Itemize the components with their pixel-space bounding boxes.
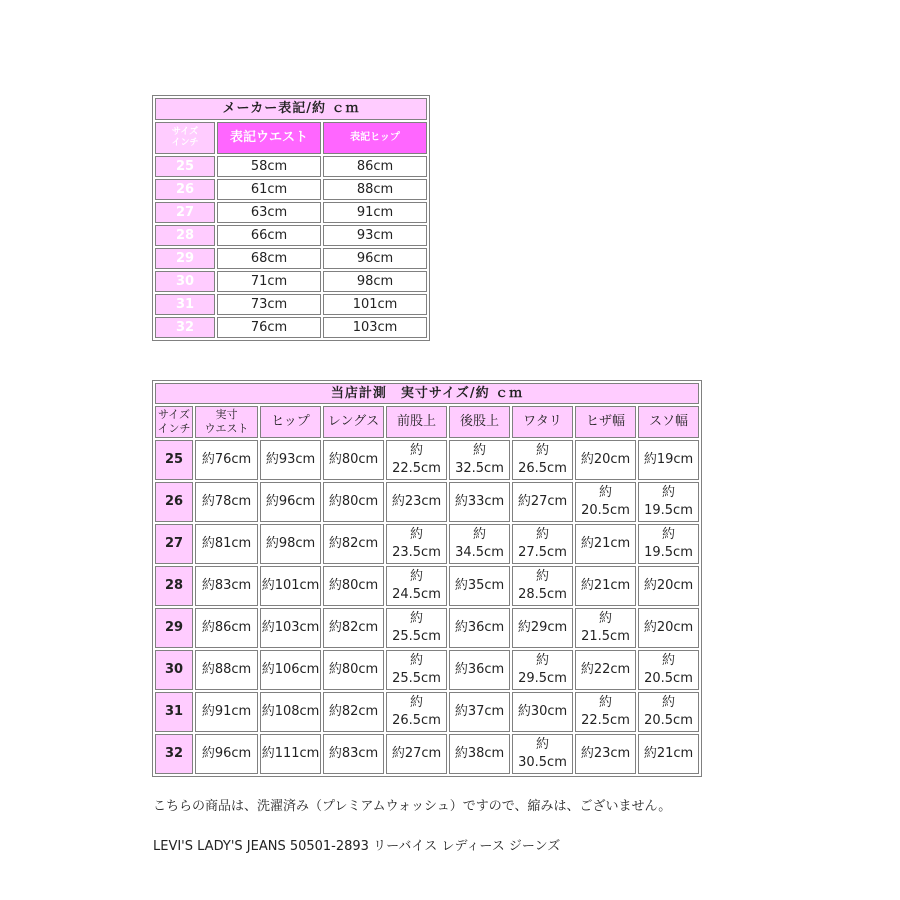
shop-cell-text: 約20cm — [643, 620, 694, 635]
shop-cell-text: 約 — [598, 611, 612, 626]
shop-cell-text: 約80cm — [328, 452, 379, 467]
shop-table-row — [155, 692, 699, 732]
shop-cell-text: 28.5cm — [518, 587, 567, 602]
shop-hem-cell — [638, 734, 699, 774]
shop-cell-text: 約111cm — [261, 746, 320, 761]
shop-cell-text: 約27cm — [391, 746, 442, 761]
shop-hem-cell — [638, 566, 699, 606]
shop-size-cell: 28 — [155, 566, 193, 606]
shop-front-rise-cell — [386, 692, 447, 732]
shop-cell-text: 20.5cm — [581, 503, 630, 518]
maker-table-row — [155, 179, 427, 200]
shop-cell-text: 約 — [409, 569, 423, 584]
shop-table-row — [155, 566, 699, 606]
shop-cell-text: 約23cm — [580, 746, 631, 761]
shop-thigh-cell — [512, 692, 573, 732]
shop-length-cell — [323, 608, 384, 648]
shop-thigh-cell — [512, 608, 573, 648]
maker-waist-cell: 66cm — [217, 225, 321, 246]
shop-waist-cell — [195, 692, 258, 732]
shop-thigh-cell — [512, 650, 573, 690]
maker-size-cell: 25 — [155, 156, 215, 177]
maker-waist-cell: 63cm — [217, 202, 321, 223]
maker-header-size-line2: インチ — [171, 138, 199, 148]
shop-header-waist — [195, 406, 258, 438]
shop-cell-text: 約 — [661, 695, 675, 710]
shop-hip-cell — [260, 734, 321, 774]
shop-cell-text: 約21cm — [580, 578, 631, 593]
maker-size-cell: 26 — [155, 179, 215, 200]
shop-hip-cell — [260, 440, 321, 480]
shop-cell-text: 約21cm — [643, 746, 694, 761]
shop-cell-text: 約 — [472, 527, 486, 542]
shop-cell-text: 約82cm — [328, 536, 379, 551]
shop-front-rise-cell — [386, 482, 447, 522]
maker-waist-cell: 58cm — [217, 156, 321, 177]
shop-front-rise-cell — [386, 734, 447, 774]
product-name: LEVI'S LADY'S JEANS 50501-2893 リーバイス レディース ジーンズ — [153, 839, 561, 854]
shop-back-rise-cell — [449, 734, 510, 774]
shop-length-cell — [323, 482, 384, 522]
shop-hem-cell — [638, 524, 699, 564]
maker-hip-cell: 98cm — [323, 271, 427, 292]
shop-back-rise-cell — [449, 524, 510, 564]
shop-hem-cell — [638, 440, 699, 480]
shop-cell-text: 約23cm — [391, 494, 442, 509]
shop-waist-cell — [195, 524, 258, 564]
shop-header-thigh: ワタリ — [512, 406, 573, 438]
wash-note: こちらの商品は、洗濯済み（プレミアムウォッシュ）ですので、縮みは、ございません。 — [153, 799, 672, 814]
shop-header-front-rise: 前股上 — [386, 406, 447, 438]
shop-knee-cell — [575, 734, 636, 774]
shop-cell-text: 約20cm — [580, 452, 631, 467]
shop-cell-text: 19.5cm — [644, 503, 693, 518]
shop-hem-cell — [638, 650, 699, 690]
shop-cell-text: 約 — [409, 443, 423, 458]
shop-cell-text: 約86cm — [201, 620, 252, 635]
shop-cell-text: 30.5cm — [518, 755, 567, 770]
shop-header-size-line1: サイズ — [157, 408, 191, 421]
shop-cell-text: 約106cm — [261, 662, 320, 677]
shop-cell-text: 22.5cm — [392, 461, 441, 476]
maker-table-row — [155, 317, 427, 338]
shop-cell-text: 32.5cm — [455, 461, 504, 476]
shop-cell-text: 約 — [535, 653, 549, 668]
shop-cell-text: 約36cm — [454, 620, 505, 635]
shop-table-row — [155, 608, 699, 648]
shop-table-row — [155, 524, 699, 564]
maker-header-size-line1: サイズ — [171, 127, 199, 137]
shop-cell-text: 約81cm — [201, 536, 252, 551]
shop-header-waist-line2: ウエスト — [204, 422, 249, 435]
shop-cell-text: 約91cm — [201, 704, 252, 719]
shop-cell-text: 約80cm — [328, 578, 379, 593]
maker-table-row — [155, 225, 427, 246]
shop-front-rise-cell — [386, 608, 447, 648]
shop-cell-text: 約37cm — [454, 704, 505, 719]
shop-cell-text: 約33cm — [454, 494, 505, 509]
shop-cell-text: 22.5cm — [581, 713, 630, 728]
maker-size-cell: 30 — [155, 271, 215, 292]
shop-cell-text: 約36cm — [454, 662, 505, 677]
shop-table-title: 当店計測 実寸サイズ/約 ｃｍ — [155, 383, 699, 404]
shop-cell-text: 約 — [409, 653, 423, 668]
shop-hip-cell — [260, 650, 321, 690]
shop-cell-text: 21.5cm — [581, 629, 630, 644]
shop-cell-text: 34.5cm — [455, 545, 504, 560]
shop-back-rise-cell — [449, 692, 510, 732]
shop-size-cell: 26 — [155, 482, 193, 522]
shop-length-cell — [323, 440, 384, 480]
maker-size-cell: 29 — [155, 248, 215, 269]
shop-cell-text: 約88cm — [201, 662, 252, 677]
maker-waist-cell: 73cm — [217, 294, 321, 315]
shop-knee-cell — [575, 524, 636, 564]
shop-length-cell — [323, 692, 384, 732]
shop-thigh-cell — [512, 734, 573, 774]
maker-size-cell: 31 — [155, 294, 215, 315]
shop-cell-text: 約96cm — [265, 494, 316, 509]
shop-back-rise-cell — [449, 608, 510, 648]
shop-cell-text: 約35cm — [454, 578, 505, 593]
shop-cell-text: 29.5cm — [518, 671, 567, 686]
shop-cell-text: 25.5cm — [392, 671, 441, 686]
shop-size-cell: 30 — [155, 650, 193, 690]
maker-table-row — [155, 271, 427, 292]
shop-cell-text: 約22cm — [580, 662, 631, 677]
shop-cell-text: 約108cm — [261, 704, 320, 719]
maker-hip-cell: 91cm — [323, 202, 427, 223]
shop-cell-text: 約82cm — [328, 620, 379, 635]
shop-header-waist-line1: 実寸 — [215, 408, 238, 421]
shop-header-length: レングス — [323, 406, 384, 438]
maker-table-row — [155, 202, 427, 223]
shop-knee-cell — [575, 650, 636, 690]
shop-cell-text: 約 — [535, 737, 549, 752]
shop-cell-text: 約 — [535, 569, 549, 584]
shop-cell-text: 約 — [409, 695, 423, 710]
shop-size-cell: 27 — [155, 524, 193, 564]
shop-cell-text: 約19cm — [643, 452, 694, 467]
shop-hip-cell — [260, 482, 321, 522]
shop-cell-text: 約27cm — [517, 494, 568, 509]
shop-header-hem: スソ幅 — [638, 406, 699, 438]
shop-cell-text: 約96cm — [201, 746, 252, 761]
shop-cell-text: 約101cm — [261, 578, 320, 593]
shop-size-cell: 25 — [155, 440, 193, 480]
shop-cell-text: 約83cm — [328, 746, 379, 761]
shop-cell-text: 約82cm — [328, 704, 379, 719]
maker-hip-cell: 103cm — [323, 317, 427, 338]
shop-thigh-cell — [512, 566, 573, 606]
shop-cell-text: 約29cm — [517, 620, 568, 635]
maker-hip-cell: 93cm — [323, 225, 427, 246]
shop-thigh-cell — [512, 482, 573, 522]
shop-cell-text: 24.5cm — [392, 587, 441, 602]
maker-hip-cell: 101cm — [323, 294, 427, 315]
shop-cell-text: 約30cm — [517, 704, 568, 719]
shop-waist-cell — [195, 734, 258, 774]
shop-knee-cell — [575, 566, 636, 606]
shop-thigh-cell — [512, 524, 573, 564]
shop-cell-text: 27.5cm — [518, 545, 567, 560]
shop-cell-text: 約103cm — [261, 620, 320, 635]
maker-hip-cell: 96cm — [323, 248, 427, 269]
shop-cell-text: 25.5cm — [392, 629, 441, 644]
maker-size-cell: 27 — [155, 202, 215, 223]
shop-cell-text: 約78cm — [201, 494, 252, 509]
shop-back-rise-cell — [449, 482, 510, 522]
shop-waist-cell — [195, 650, 258, 690]
maker-header-hip: 表記ヒップ — [323, 122, 427, 154]
shop-cell-text: 約 — [409, 611, 423, 626]
maker-size-table — [152, 95, 430, 341]
shop-hem-cell — [638, 608, 699, 648]
shop-length-cell — [323, 650, 384, 690]
shop-size-cell: 29 — [155, 608, 193, 648]
maker-table-title: メーカー表記/約 ｃｍ — [155, 98, 427, 120]
shop-knee-cell — [575, 608, 636, 648]
maker-header-size — [155, 122, 215, 154]
shop-cell-text: 26.5cm — [392, 713, 441, 728]
shop-cell-text: 約83cm — [201, 578, 252, 593]
shop-cell-text: 約 — [661, 485, 675, 500]
shop-measurement-table — [152, 380, 702, 777]
shop-cell-text: 20.5cm — [644, 671, 693, 686]
shop-hip-cell — [260, 566, 321, 606]
shop-header-size — [155, 406, 193, 438]
shop-size-cell: 32 — [155, 734, 193, 774]
shop-cell-text: 約 — [661, 653, 675, 668]
shop-cell-text: 約20cm — [643, 578, 694, 593]
maker-size-cell: 32 — [155, 317, 215, 338]
shop-waist-cell — [195, 608, 258, 648]
shop-cell-text: 約 — [472, 443, 486, 458]
shop-cell-text: 20.5cm — [644, 713, 693, 728]
shop-thigh-cell — [512, 440, 573, 480]
shop-front-rise-cell — [386, 566, 447, 606]
shop-knee-cell — [575, 482, 636, 522]
maker-table-row — [155, 294, 427, 315]
maker-hip-cell: 86cm — [323, 156, 427, 177]
shop-hip-cell — [260, 524, 321, 564]
shop-knee-cell — [575, 692, 636, 732]
shop-front-rise-cell — [386, 524, 447, 564]
shop-header-back-rise: 後股上 — [449, 406, 510, 438]
shop-waist-cell — [195, 440, 258, 480]
shop-header-size-line2: インチ — [157, 422, 191, 435]
shop-cell-text: 約98cm — [265, 536, 316, 551]
shop-waist-cell — [195, 482, 258, 522]
maker-table-row — [155, 248, 427, 269]
shop-front-rise-cell — [386, 650, 447, 690]
shop-length-cell — [323, 566, 384, 606]
shop-back-rise-cell — [449, 566, 510, 606]
maker-size-cell: 28 — [155, 225, 215, 246]
shop-waist-cell — [195, 566, 258, 606]
shop-back-rise-cell — [449, 440, 510, 480]
shop-cell-text: 約 — [535, 443, 549, 458]
shop-cell-text: 約 — [661, 527, 675, 542]
shop-cell-text: 約76cm — [201, 452, 252, 467]
shop-cell-text: 約80cm — [328, 494, 379, 509]
shop-cell-text: 23.5cm — [392, 545, 441, 560]
shop-cell-text: 約21cm — [580, 536, 631, 551]
shop-hem-cell — [638, 692, 699, 732]
shop-hip-cell — [260, 692, 321, 732]
maker-table-row — [155, 156, 427, 177]
shop-cell-text: 約93cm — [265, 452, 316, 467]
shop-cell-text: 約 — [598, 485, 612, 500]
shop-header-hip: ヒップ — [260, 406, 321, 438]
shop-hem-cell — [638, 482, 699, 522]
shop-header-knee: ヒザ幅 — [575, 406, 636, 438]
shop-hip-cell — [260, 608, 321, 648]
shop-cell-text: 約80cm — [328, 662, 379, 677]
shop-length-cell — [323, 524, 384, 564]
shop-table-row — [155, 440, 699, 480]
maker-waist-cell: 71cm — [217, 271, 321, 292]
shop-table-row — [155, 650, 699, 690]
shop-table-row — [155, 482, 699, 522]
shop-size-cell: 31 — [155, 692, 193, 732]
maker-waist-cell: 61cm — [217, 179, 321, 200]
maker-waist-cell: 68cm — [217, 248, 321, 269]
shop-cell-text: 約 — [598, 695, 612, 710]
shop-back-rise-cell — [449, 650, 510, 690]
maker-waist-cell: 76cm — [217, 317, 321, 338]
shop-front-rise-cell — [386, 440, 447, 480]
maker-header-waist: 表記ウエスト — [217, 122, 321, 154]
maker-hip-cell: 88cm — [323, 179, 427, 200]
shop-table-row — [155, 734, 699, 774]
shop-cell-text: 約38cm — [454, 746, 505, 761]
shop-length-cell — [323, 734, 384, 774]
shop-cell-text: 約 — [409, 527, 423, 542]
shop-cell-text: 約 — [535, 527, 549, 542]
shop-cell-text: 19.5cm — [644, 545, 693, 560]
shop-cell-text: 26.5cm — [518, 461, 567, 476]
shop-knee-cell — [575, 440, 636, 480]
